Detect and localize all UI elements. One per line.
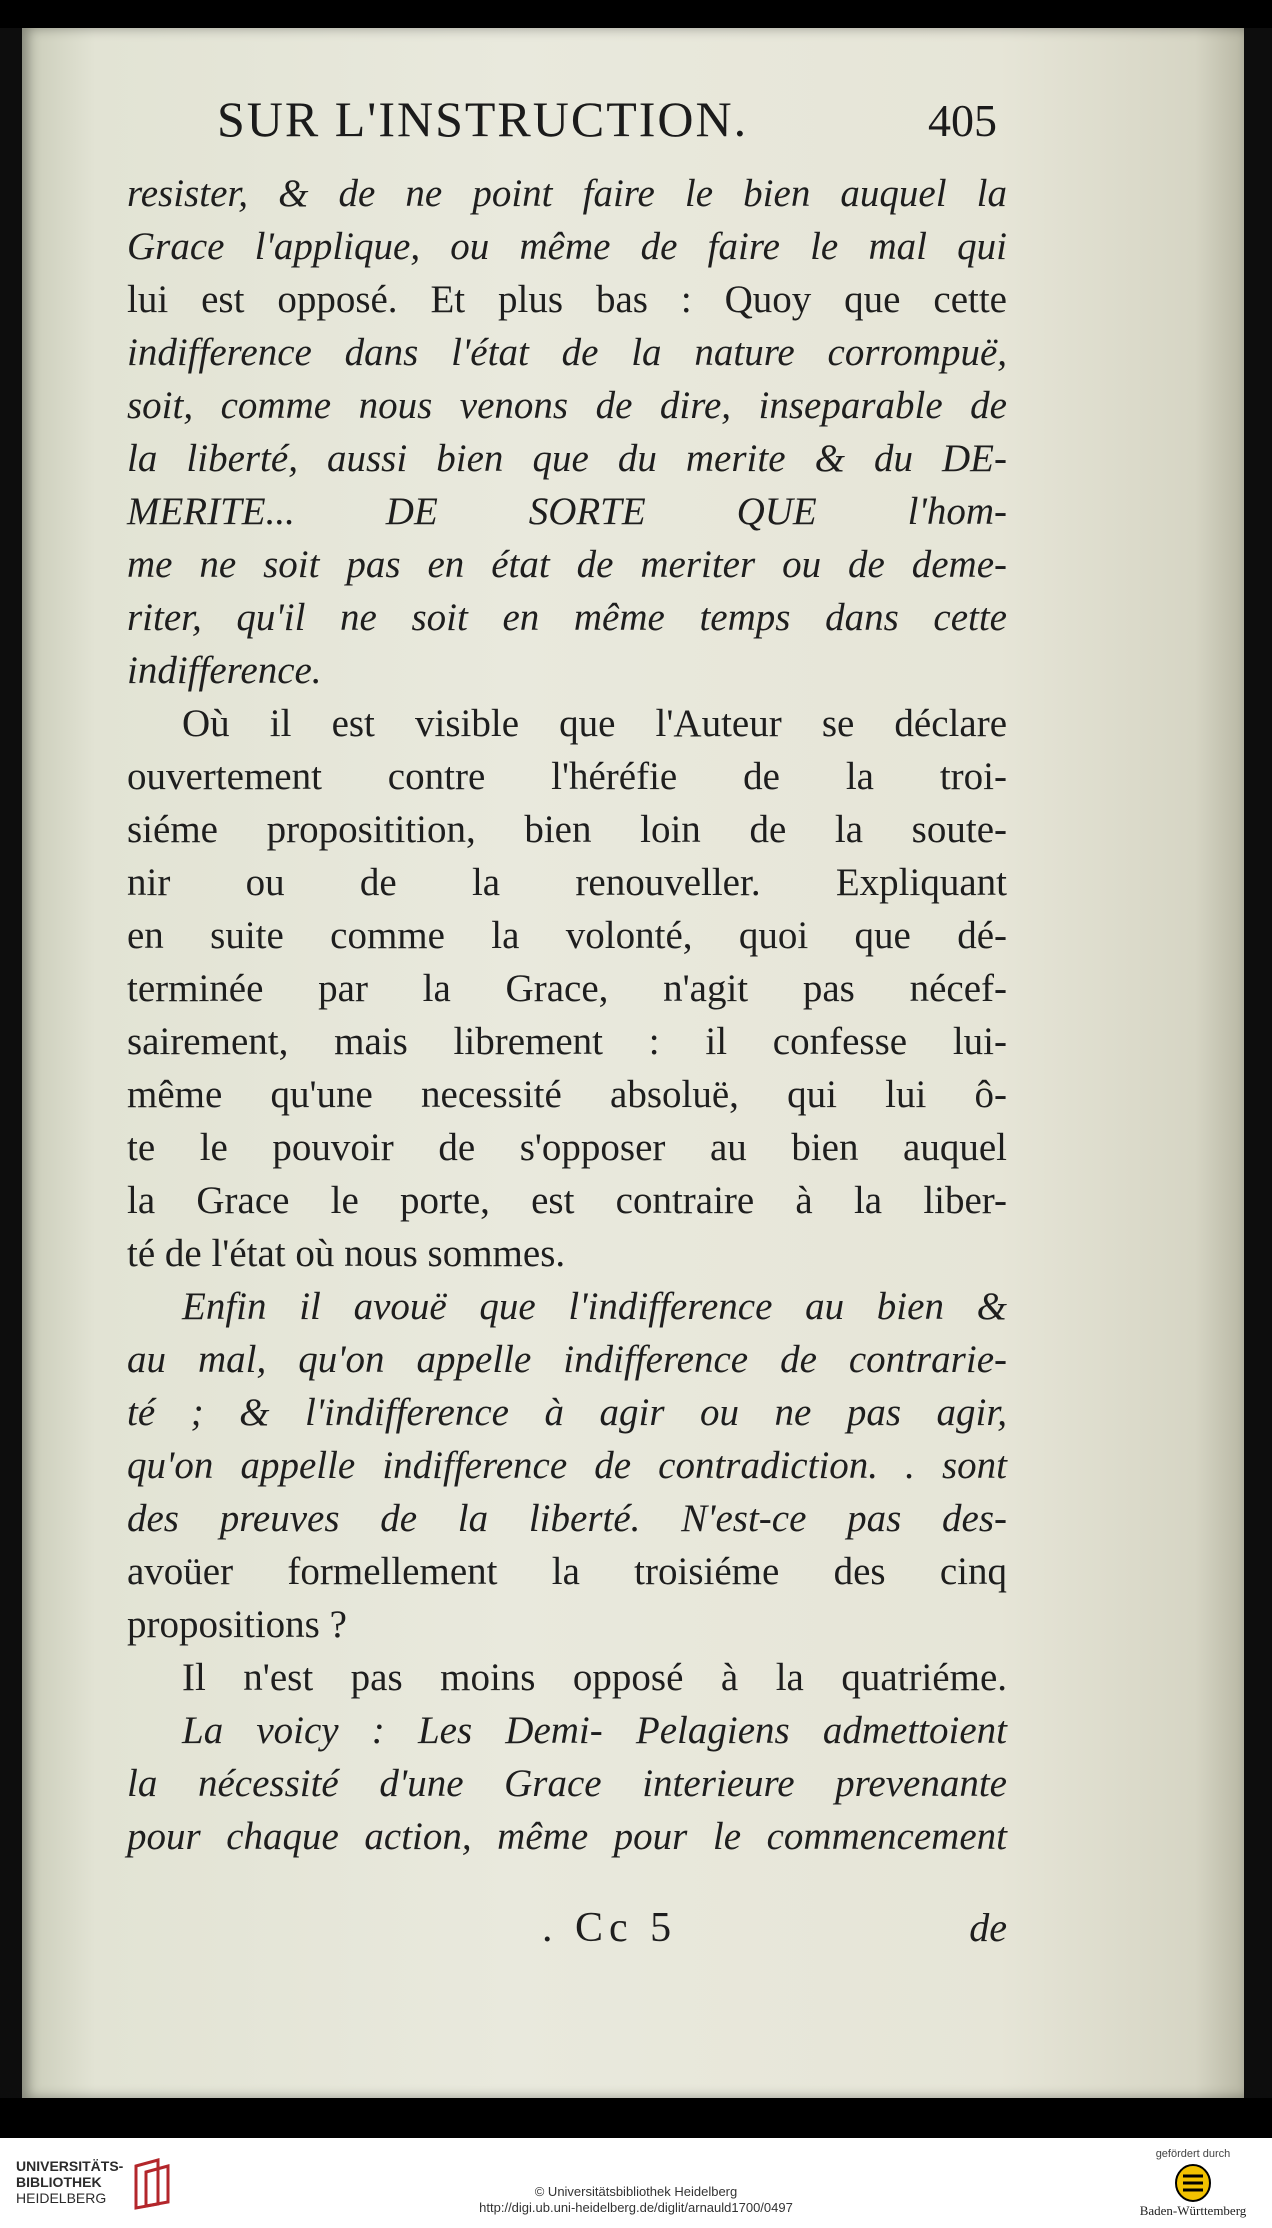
- text-line: sairement, mais librement : il confesse lui-: [127, 1020, 1007, 1063]
- text-line: lui est opposé. Et plus bas : Quoy que cette: [127, 278, 1007, 321]
- text-line: soit, comme nous venons de dire, inseparable de: [127, 384, 1007, 427]
- permalink[interactable]: http://digi.ub.uni-heidelberg.de/diglit/arnauld1700/0497: [479, 2200, 793, 2215]
- funder-logo[interactable]: [1128, 2148, 1258, 2226]
- funded-by-label: gefördert durch: [1155, 2148, 1231, 2160]
- text-line: terminée par la Grace, n'agit pas nécef-: [127, 967, 1007, 1010]
- text-line: pour chaque action, même pour le commencement: [127, 1815, 1007, 1858]
- text-line: me ne soit pas en état de meriter ou de deme-: [127, 543, 1007, 586]
- text-line: ouvertement contre l'héréfie de la troi-: [127, 755, 1007, 798]
- text-line: en suite comme la volonté, quoi que dé-: [127, 914, 1007, 957]
- text-line: Grace l'applique, ou même de faire le mal qui: [127, 225, 1007, 268]
- scan-frame: [0, 28, 1272, 2098]
- text-line: resister, & de ne point faire le bien auquel la: [127, 172, 1007, 215]
- text-line: la liberté, aussi bien que du merite & du DE-: [127, 437, 1007, 480]
- text-line: siéme propositition, bien loin de la soute-: [127, 808, 1007, 851]
- text-line: nir ou de la renouveller. Expliquant: [127, 861, 1007, 904]
- text-line: indifference.: [127, 649, 322, 692]
- copyright-block: [0, 2184, 1272, 2216]
- copyright-text: © Universitätsbibliothek Heidelberg: [534, 2184, 738, 2199]
- text-line: Il n'est pas moins opposé à la quatriéme.: [182, 1656, 1007, 1699]
- text-line: indifference dans l'état de la nature corrompuë,: [127, 331, 1007, 374]
- text-line: Enfin il avouë que l'indifference au bien &: [182, 1285, 1007, 1328]
- library-name-line: BIBLIOTHEK: [16, 2174, 102, 2190]
- text-line: La voicy : Les Demi- Pelagiens admettoient: [182, 1709, 1007, 1752]
- text-line: Où il est visible que l'Auteur se déclare: [182, 702, 1007, 745]
- text-line: qu'on appelle indifference de contradiction. . sont: [127, 1444, 1007, 1487]
- coat-of-arms-icon: [1173, 2163, 1213, 2203]
- text-line: la Grace le porte, est contraire à la liber-: [127, 1179, 1007, 1222]
- text-line: la nécessité d'une Grace interieure prevenante: [127, 1762, 1007, 1805]
- text-line: propositions ?: [127, 1603, 347, 1646]
- text-line: au mal, qu'on appelle indifference de contrarie-: [127, 1338, 1007, 1381]
- page-number: 405: [928, 95, 997, 146]
- library-name-line: HEIDELBERG: [16, 2190, 107, 2206]
- book-page: [22, 28, 1244, 2098]
- text-line: même qu'une necessité absoluë, qui lui ô-: [127, 1073, 1007, 1116]
- signature-mark: . Cc 5: [542, 1905, 678, 1951]
- page-header: [217, 90, 997, 160]
- library-name-line: UNIVERSITÄTS-: [16, 2158, 124, 2174]
- text-line: avoüer formellement la troisiéme des cinq: [127, 1550, 1007, 1593]
- page-signature-line: [542, 1904, 1007, 1964]
- text-line: té de l'état où nous sommes.: [127, 1232, 566, 1275]
- text-line: riter, qu'il ne soit en même temps dans cette: [127, 596, 1007, 639]
- text-line: MERITE... DE SORTE QUE l'hom-: [127, 490, 1007, 533]
- text-line: té ; & l'indifference à agir ou ne pas agir,: [127, 1391, 1007, 1434]
- running-head: SUR L'INSTRUCTION.: [217, 91, 749, 147]
- funder-name: Baden-Württemberg: [1139, 2203, 1247, 2218]
- text-line: te le pouvoir de s'opposer au bien auquel: [127, 1126, 1007, 1169]
- catchword: de: [969, 1905, 1007, 1950]
- viewer-footer: [0, 2138, 1272, 2228]
- text-line: des preuves de la liberté. N'est-ce pas des-: [127, 1497, 1007, 1540]
